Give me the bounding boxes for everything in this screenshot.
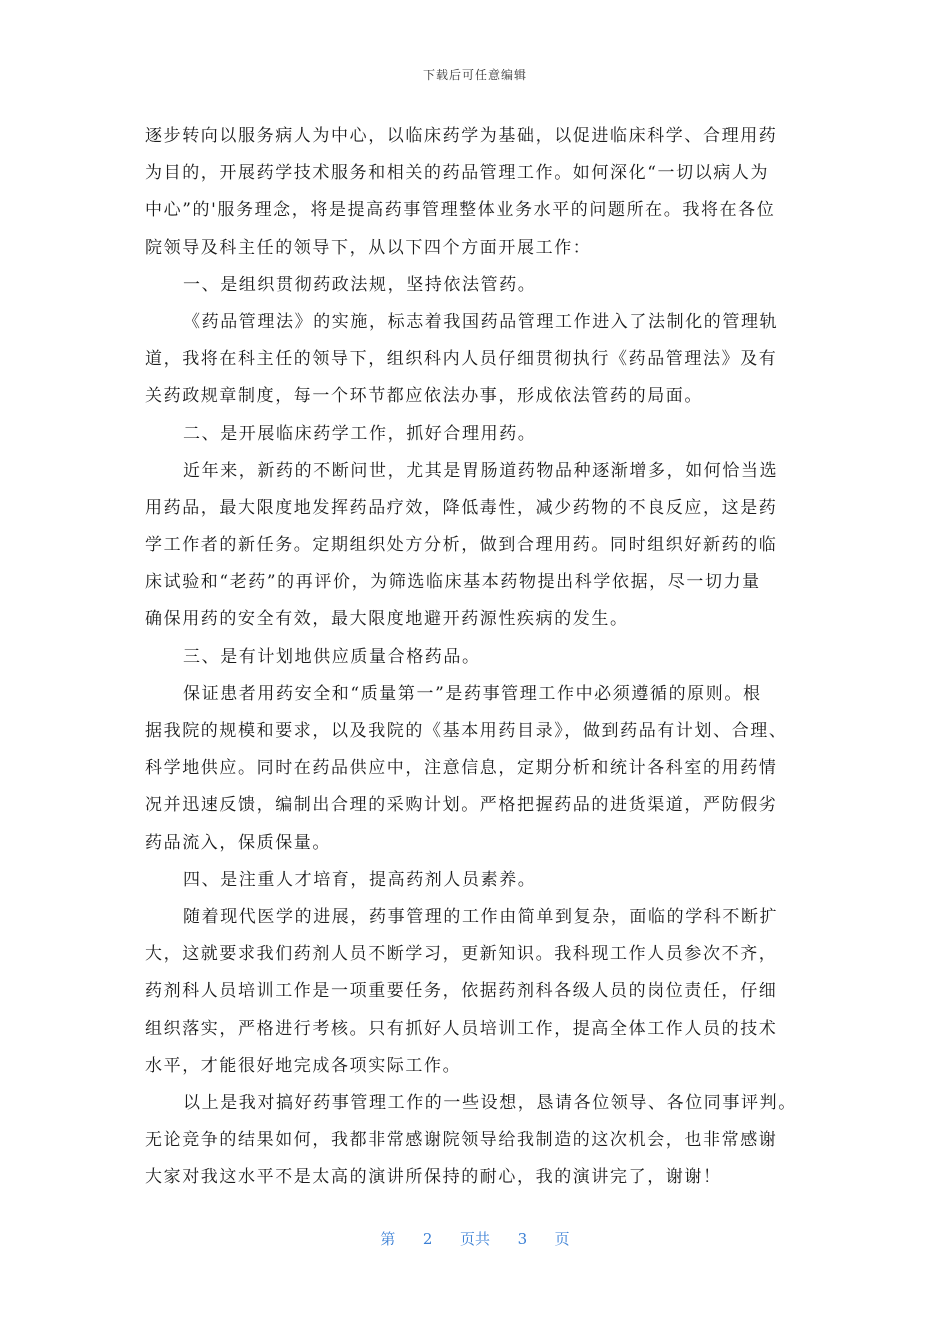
text-line: 水平，才能很好地完成各项实际工作。 [145, 1055, 462, 1076]
text-line: 逐步转向以服务病人为中心，以临床药学为基础，以促进临床科学、合理用药 [145, 126, 778, 146]
page-header: 下载后可任意编辑 [422, 68, 527, 82]
text-line: 科学地供应。同时在药品供应中，注意信息，定期分析和统计各科室的用药情 [145, 758, 778, 779]
text-line: 二、是开展临床药学工作，抓好合理用药。 [183, 423, 537, 444]
footer-total-pages: 3 [517, 1230, 528, 1248]
page-footer [0, 1228, 950, 1249]
text-line: 学工作者的新任务。定期组织处方分析，做到合理用药。同时组织好新药的临 [145, 535, 778, 556]
text-line: 大家对我这水平不是太高的演讲所保持的耐心，我的演讲完了，谢谢！ [145, 1167, 722, 1188]
document-body [145, 118, 810, 1196]
text-line: 《药品管理法》的实施，标志着我国药品管理工作进入了法制化的管理轨 [183, 311, 779, 332]
text-line: 关药政规章制度，每一个环节都应依法办事，形成依法管药的局面。 [145, 386, 703, 407]
text-line: 以上是我对搞好药事管理工作的一些设想，恳请各位领导、各位同事评判。 [183, 1092, 797, 1113]
text-line: 大，这就要求我们药剂人员不断学习，更新知识。我科现工作人员参次不齐， [145, 944, 778, 965]
text-line: 近年来，新药的不断问世，尤其是胃肠道药物品种逐渐增多，如何恰当选 [183, 460, 779, 481]
text-line: 道，我将在科主任的领导下，组织科内人员仔细贯彻执行《药品管理法》及有 [145, 349, 778, 370]
text-line: 院领导及科主任的领导下，从以下四个方面开展工作： [145, 237, 592, 258]
text-line: 无论竞争的结果如何，我都非常感谢院领导给我制造的这次机会，也非常感谢 [145, 1130, 778, 1151]
text-line: 床试验和“老药”的再评价，为筛选临床基本药物提出科学依据，尽一切力量 [145, 572, 761, 593]
text-line: 况并迅速反馈，编制出合理的采购计划。严格把握药品的进货渠道，严防假劣 [145, 795, 778, 816]
footer-mid: 页共 [459, 1230, 490, 1248]
text-line: 保证患者用药安全和“质量第一”是药事管理工作中必须遵循的原则。根 [183, 683, 762, 704]
footer-suffix: 页 [554, 1230, 570, 1248]
text-line: 确保用药的安全有效，最大限度地避开药源性疾病的发生。 [145, 609, 629, 630]
text-line: 一、是组织贯彻药政法规，坚持依法管药。 [183, 274, 537, 295]
text-line: 药品流入，保质保量。 [145, 832, 331, 853]
text-line: 中心”的'服务理念，将是提高药事管理整体业务水平的问题所在。我将在各位 [145, 200, 776, 221]
text-line: 组织落实，严格进行考核。只有抓好人员培训工作，提高全体工作人员的技术 [145, 1018, 778, 1039]
text-line: 药剂科人员培训工作是一项重要任务，依据药剂科各级人员的岗位责任，仔细 [145, 981, 778, 1002]
text-line: 三、是有计划地供应质量合格药品。 [183, 646, 481, 667]
text-line: 据我院的规模和要求，以及我院的《基本用药目录》，做到药品有计划、合理、 [145, 721, 788, 741]
text-line: 四、是注重人才培育，提高药剂人员素养。 [183, 869, 537, 890]
text-line: 随着现代医学的进展，药事管理的工作由简单到复杂，面临的学科不断扩 [183, 906, 779, 927]
text-line: 为目的，开展药学技术服务和相关的药品管理工作。如何深化“一切以病人为 [145, 163, 770, 184]
footer-prefix: 第 [380, 1230, 396, 1248]
text-line: 用药品，最大限度地发挥药品疗效，降低毒性，减少药物的不良反应，这是药 [145, 497, 778, 518]
footer-current-page: 2 [422, 1230, 433, 1248]
